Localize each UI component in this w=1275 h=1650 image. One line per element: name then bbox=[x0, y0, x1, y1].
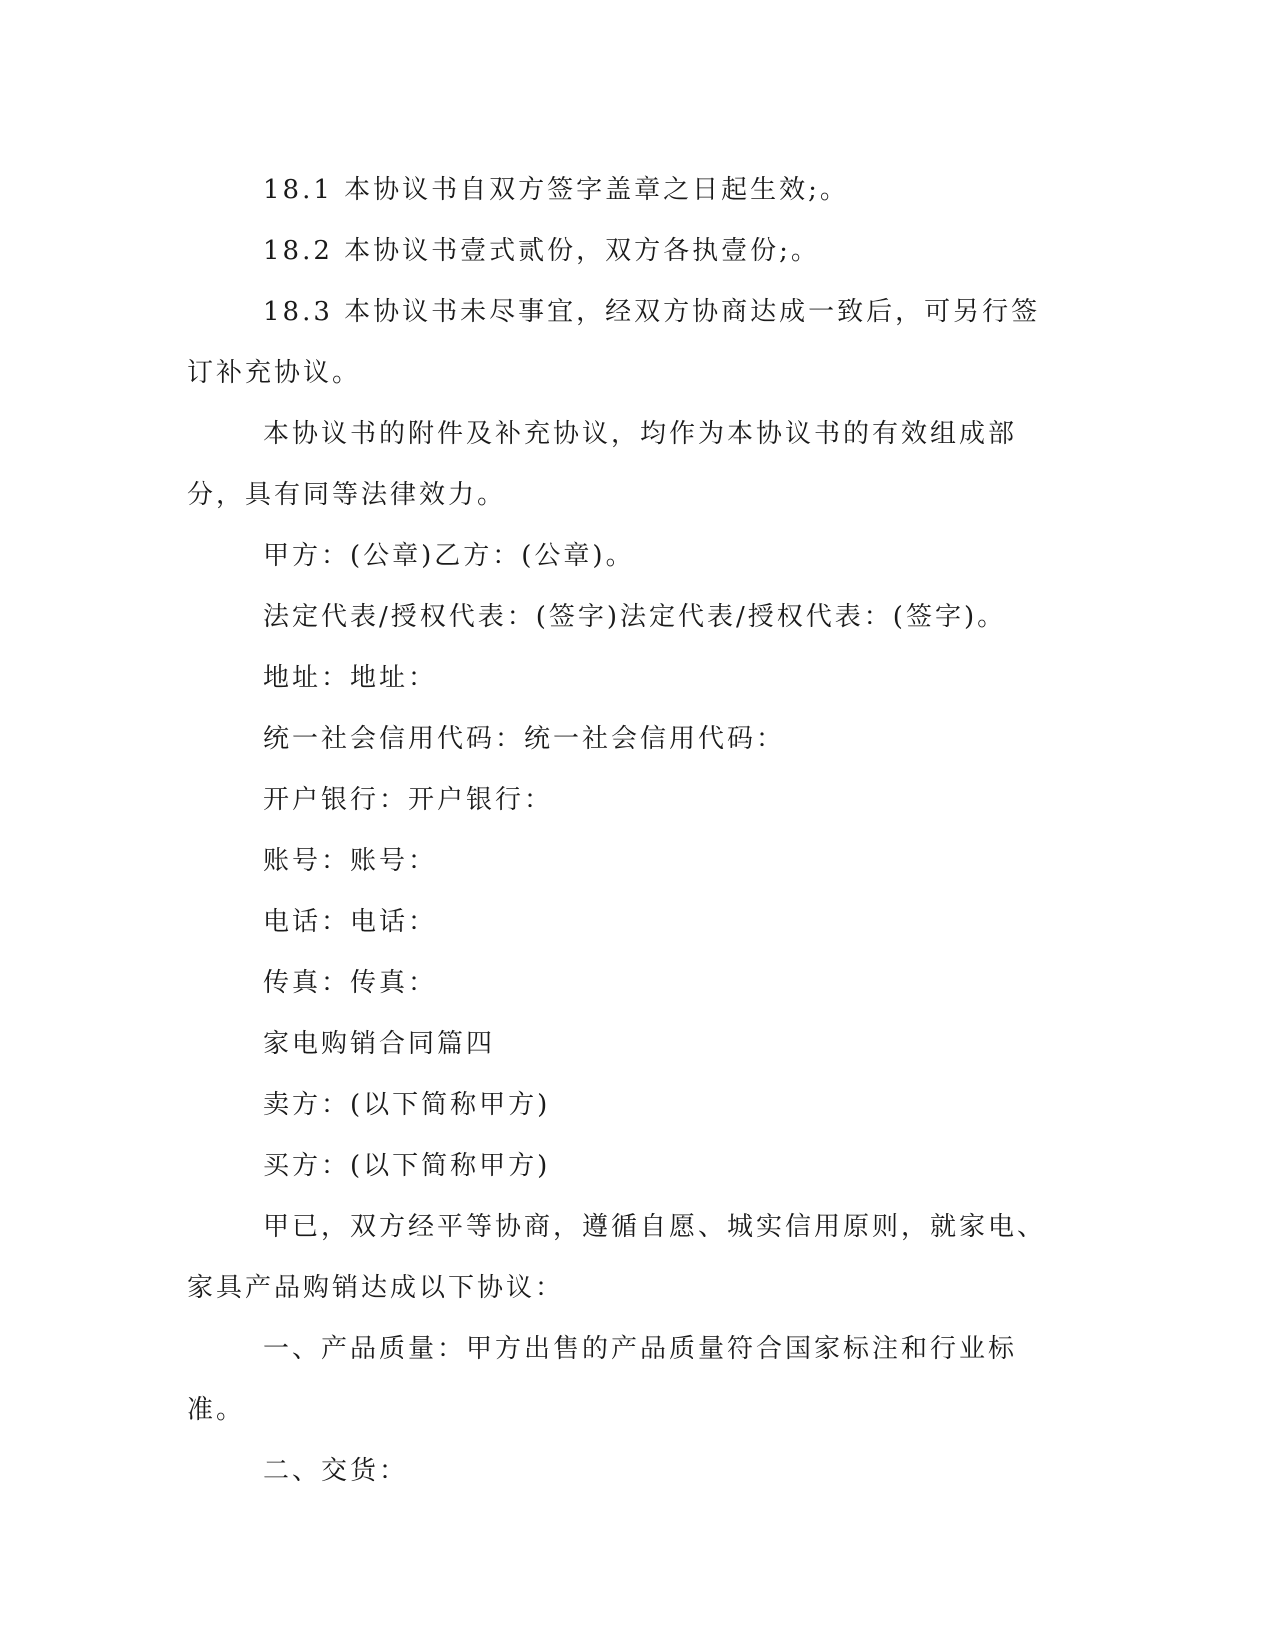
account-line: 账号：账号： bbox=[263, 846, 438, 876]
section-heading: 家电购销合同篇四 bbox=[263, 1029, 496, 1059]
clause-18-2: 18.2 本协议书壹式贰份，双方各执壹份;。 bbox=[263, 236, 820, 266]
seller-line: 卖方：(以下简称甲方) bbox=[263, 1090, 551, 1120]
fax-line: 传真：传真： bbox=[263, 968, 438, 998]
quality-clause: 一、产品质量：甲方出售的产品质量符合国家标注和行业标准。 bbox=[187, 1334, 1018, 1425]
party-seal-line: 甲方：(公章)乙方：(公章)。 bbox=[263, 541, 635, 571]
bank-line: 开户银行：开户银行： bbox=[263, 785, 554, 815]
credit-code-line: 统一社会信用代码：统一社会信用代码： bbox=[263, 724, 786, 754]
clause-18-3: 18.3 本协议书未尽事宜，经双方协商达成一致后，可另行签订补充协议。 bbox=[187, 297, 1041, 388]
address-line: 地址：地址： bbox=[263, 663, 438, 693]
preamble-paragraph: 甲已，双方经平等协商，遵循自愿、城实信用原则，就家电、家具产品购销达成以下协议： bbox=[187, 1212, 1047, 1303]
representative-line: 法定代表/授权代表：(签字)法定代表/授权代表：(签字)。 bbox=[263, 602, 1007, 632]
clause-18-1: 18.1 本协议书自双方签字盖章之日起生效;。 bbox=[263, 175, 849, 205]
phone-line: 电话：电话： bbox=[263, 907, 438, 937]
buyer-line: 买方：(以下简称甲方) bbox=[263, 1151, 551, 1181]
attachment-clause: 本协议书的附件及补充协议，均作为本协议书的有效组成部分，具有同等法律效力。 bbox=[187, 419, 1018, 510]
document-body bbox=[187, 160, 1067, 1502]
delivery-clause: 二、交货： bbox=[263, 1456, 409, 1486]
